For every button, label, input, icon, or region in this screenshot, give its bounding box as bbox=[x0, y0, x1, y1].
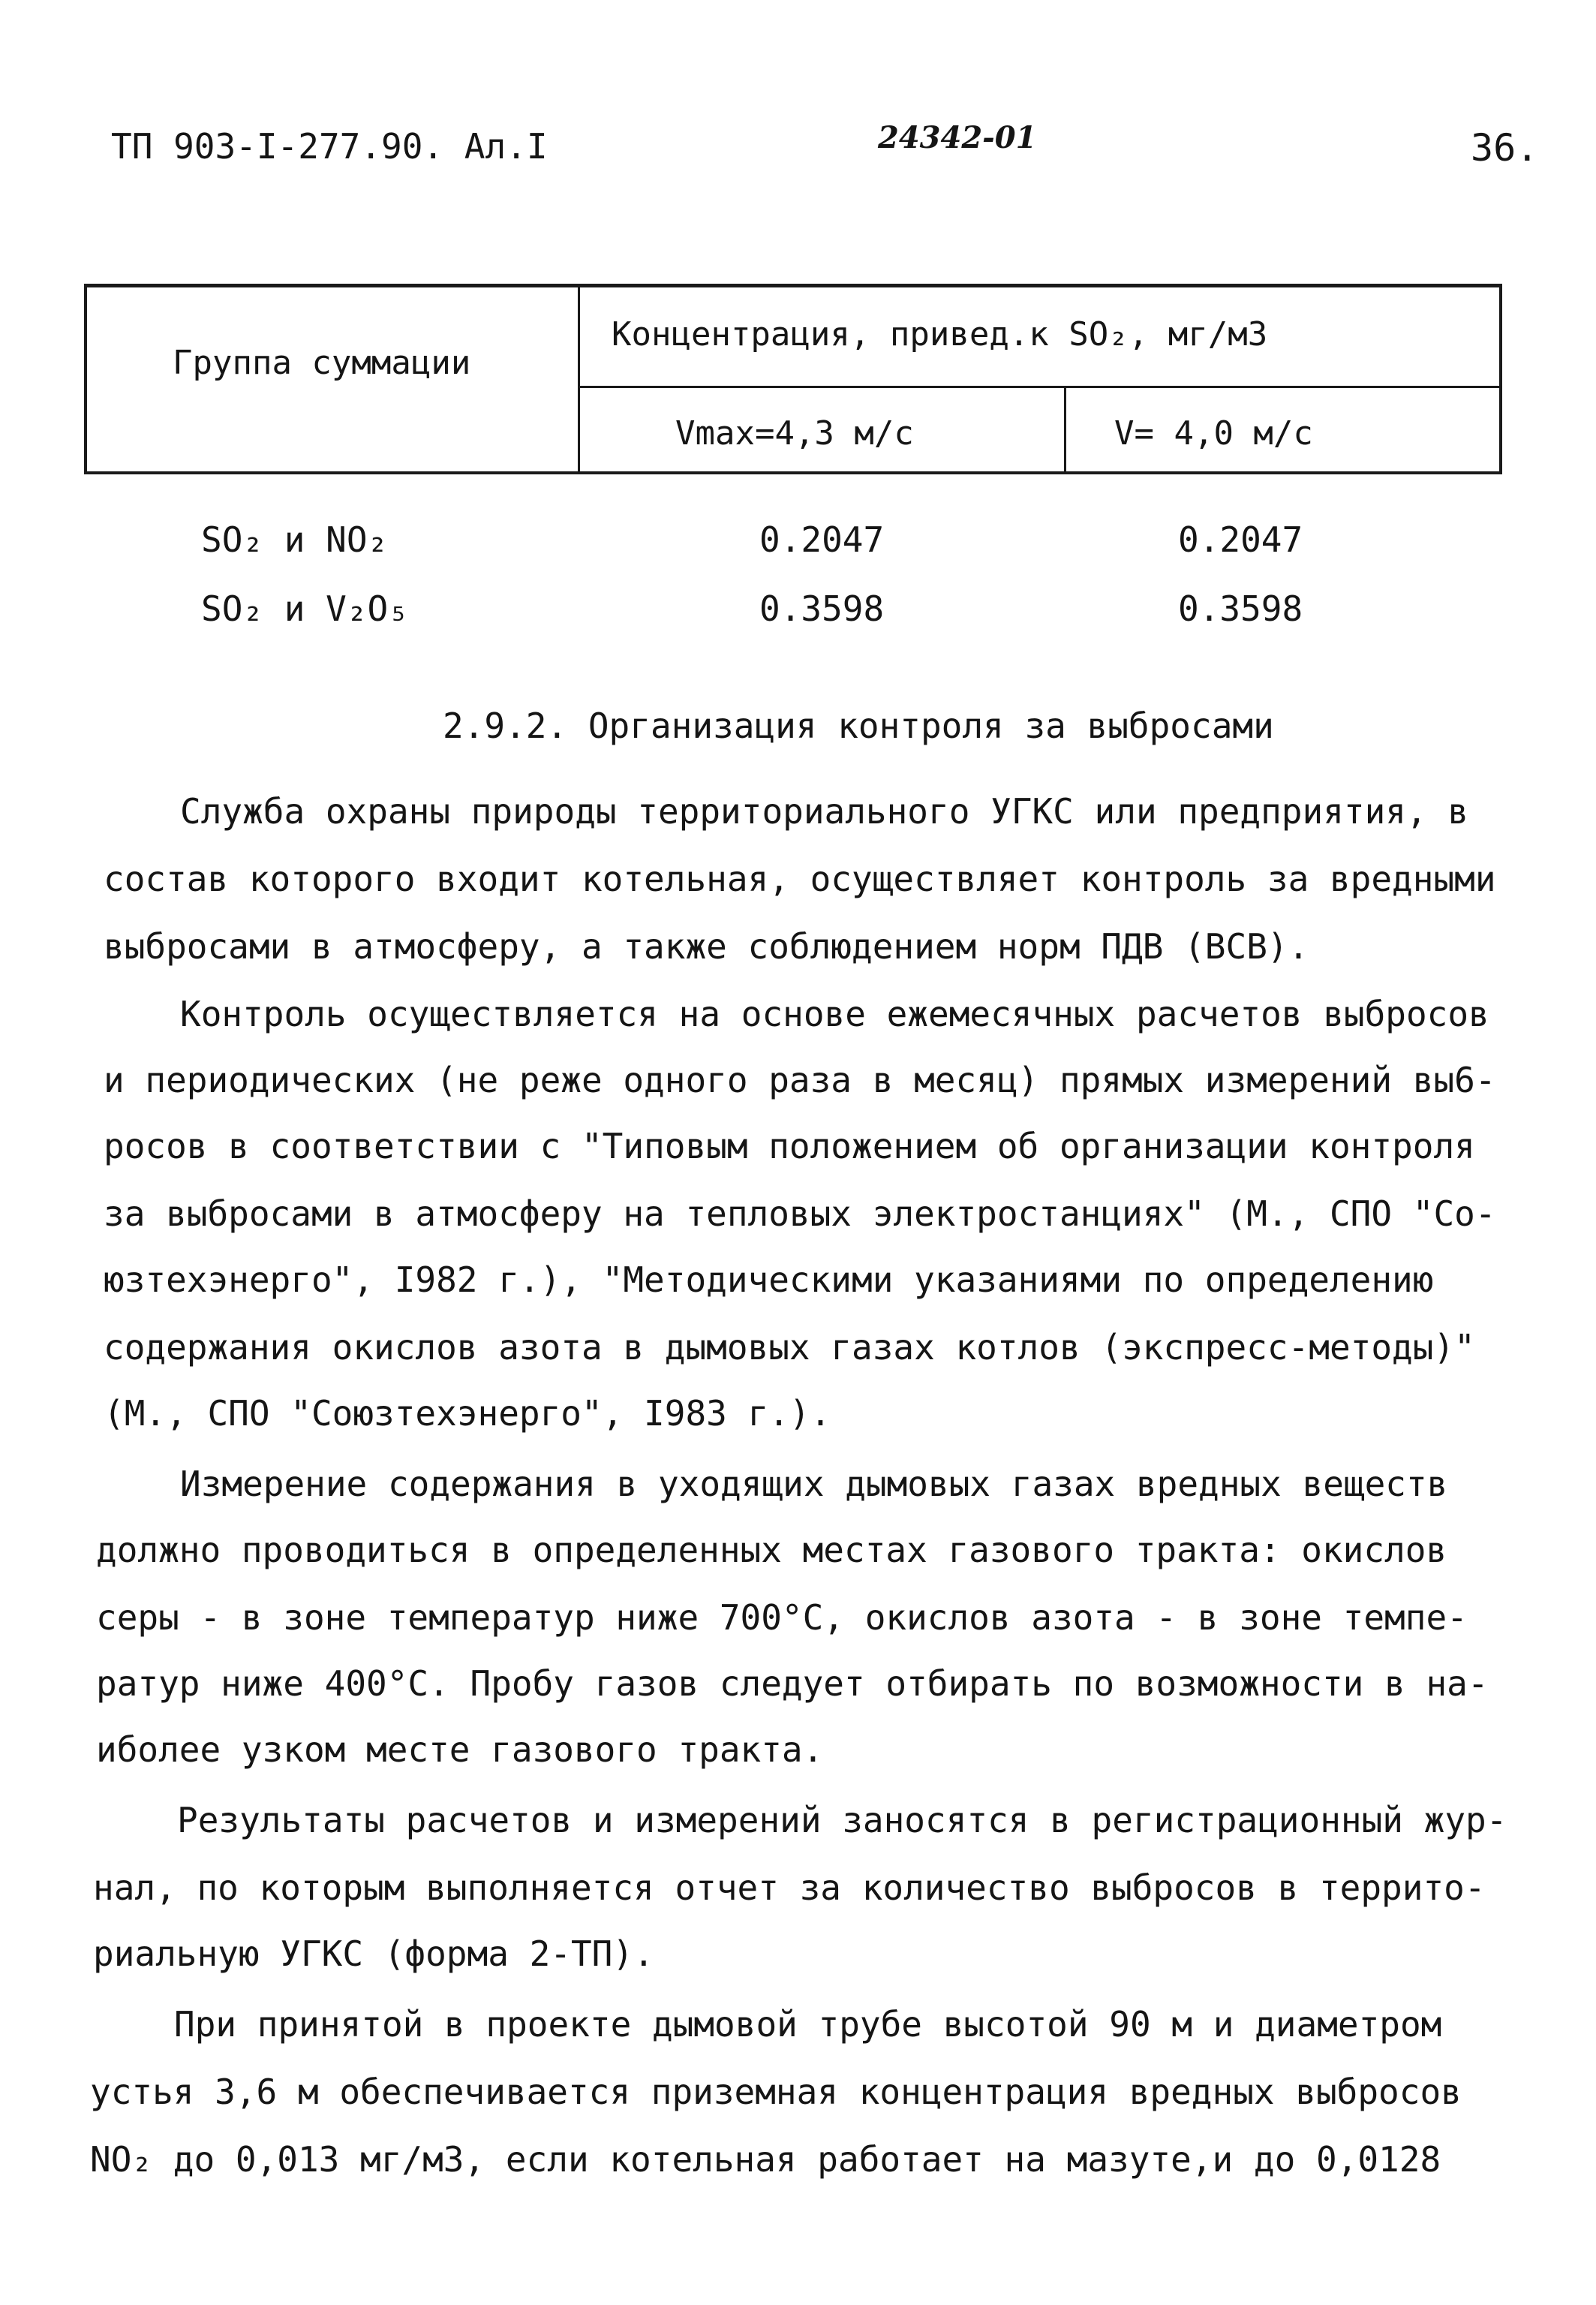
col-header-concentration: Концентрация, привед.к SO₂, мг/м3 bbox=[612, 315, 1268, 354]
text-line: риальную УГКС (форма 2-ТП). bbox=[93, 1933, 654, 1974]
text-line: содержания окислов азота в дымовых газах котлов (экспресс-методы)" bbox=[104, 1327, 1475, 1368]
text-line: Контроль осуществляется на основе ежемесячных расчетов выбросов bbox=[180, 994, 1489, 1034]
text-line: NO₂ до 0,013 мг/м3, если котельная работает на мазуте,и до 0,0128 bbox=[90, 2139, 1441, 2180]
row-value-v: 0.2047 bbox=[1178, 519, 1303, 560]
text-line: росов в соответствии с "Типовым положением об организации контроля bbox=[104, 1126, 1475, 1166]
table-top-border bbox=[84, 284, 1502, 287]
row-group: SO₂ и V₂O₅ bbox=[201, 588, 409, 629]
row-value-v: 0.3598 bbox=[1178, 588, 1303, 629]
table-subcolumn-divider bbox=[1064, 386, 1066, 474]
section-title: 2.9.2. Организация контроля за выбросами bbox=[443, 706, 1274, 746]
subheader-vmax: Vmax=4,3 м/с bbox=[675, 414, 914, 453]
text-line: При принятой в проекте дымовой трубе высотой 90 м и диаметром bbox=[174, 2004, 1442, 2045]
table-subheader-divider bbox=[578, 386, 1502, 388]
text-line: иболее узком месте газового тракта. bbox=[96, 1729, 824, 1770]
text-line: ратур ниже 400°С. Пробу газов следует отбирать по возможности в на- bbox=[96, 1663, 1489, 1704]
text-line: должно проводиться в определенных местах газового тракта: окислов bbox=[96, 1530, 1447, 1570]
text-line: юзтехэнерго", I982 г.), "Методическими указаниями по определению bbox=[104, 1259, 1434, 1300]
text-line: серы - в зоне температур ниже 700°С, окислов азота - в зоне темпе- bbox=[96, 1597, 1468, 1638]
text-line: состав которого входит котельная, осуществляет контроль за вредными bbox=[104, 859, 1496, 899]
text-line: и периодических (не реже одного раза в месяц) прямых измерений вы6- bbox=[104, 1060, 1496, 1100]
row-value-vmax: 0.2047 bbox=[759, 519, 885, 560]
table-right-border bbox=[1499, 284, 1502, 474]
table-column-divider bbox=[578, 284, 580, 474]
row-group: SO₂ и NO₂ bbox=[201, 519, 389, 560]
text-line: выбросами в атмосферу, а также соблюдением норм ПДВ (ВСВ). bbox=[104, 926, 1309, 967]
table-left-border bbox=[84, 284, 87, 474]
subheader-v: V= 4,0 м/с bbox=[1114, 414, 1313, 453]
page-number: 36. bbox=[1471, 126, 1539, 170]
document-code: ТП 903-I-277.90. Ал.I bbox=[111, 126, 548, 167]
text-line: за выбросами в атмосферу на тепловых электростанциях" (М., СПО "Со- bbox=[104, 1193, 1496, 1234]
text-line: устья 3,6 м обеспечивается приземная концентрация вредных выбросов bbox=[90, 2072, 1462, 2112]
col-header-group: Группа суммации bbox=[173, 344, 471, 382]
text-line: Результаты расчетов и измерений заносятся в регистрационный жур- bbox=[177, 1800, 1507, 1840]
handwritten-note: 24342-01 bbox=[878, 120, 1037, 155]
text-line: нал, по которым выполняется отчет за количество выбросов в террито- bbox=[93, 1867, 1486, 1908]
row-value-vmax: 0.3598 bbox=[759, 588, 885, 629]
text-line: Служба охраны природы территориального УГКС или предприятия, в bbox=[180, 791, 1469, 832]
text-line: (М., СПО "Союзтехэнерго", I983 г.). bbox=[104, 1393, 831, 1434]
text-line: Измерение содержания в уходящих дымовых газах вредных веществ bbox=[180, 1464, 1448, 1504]
table-bottom-border bbox=[84, 471, 1502, 474]
